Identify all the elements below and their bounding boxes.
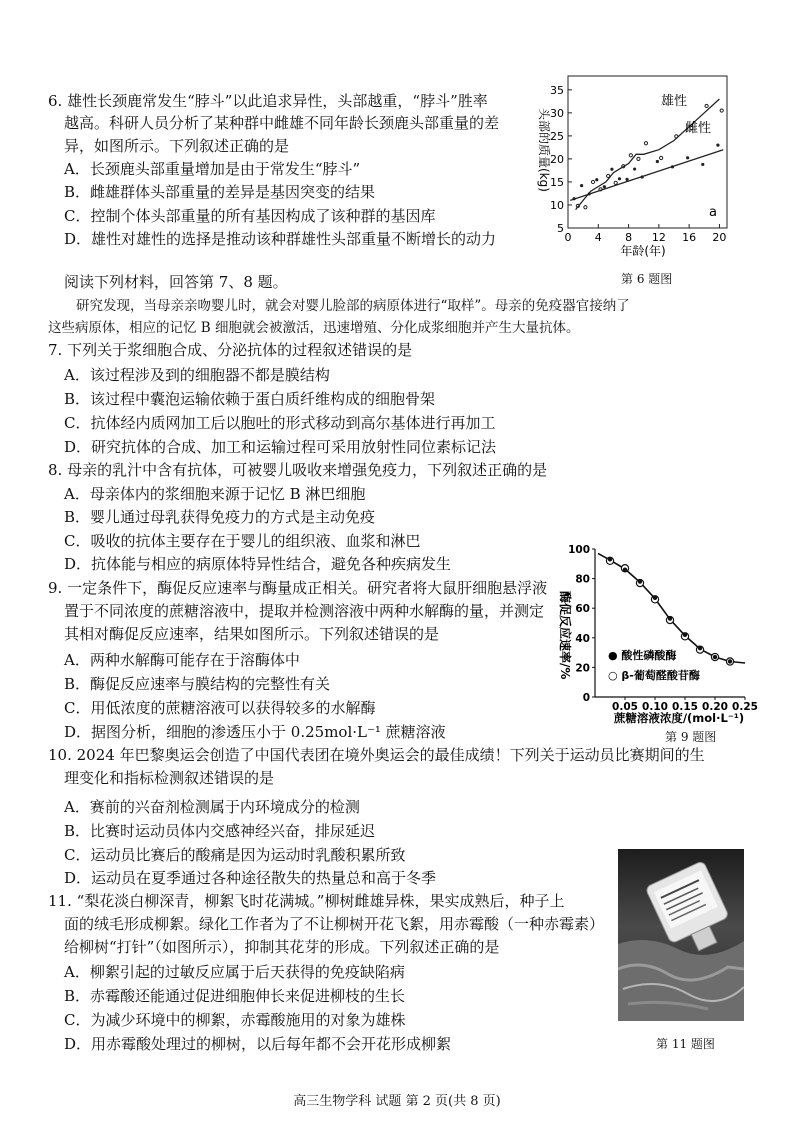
figure-6-xtick-label: 20 <box>712 231 727 244</box>
figure-6-female-point <box>580 184 583 187</box>
figure-6-female-point <box>625 178 628 181</box>
q10-option-c: C．运动员比赛后的酸痛是因为运动时乳酸积累所致 <box>64 846 406 864</box>
figure-6-chart <box>535 68 735 268</box>
q9-option-b: B．酶促反应速率与膜结构的完整性有关 <box>64 675 331 693</box>
q6-option-c: C．控制个体头部重量的所有基因构成了该种群的基因库 <box>64 207 436 225</box>
figure-6-ytick-label: 20 <box>550 152 564 166</box>
figure-6-xtick-label: 4 <box>594 231 602 244</box>
figure-6-xtick-label: 12 <box>651 231 666 244</box>
figure-6-female-point <box>641 175 644 178</box>
q8-option-c: C．吸收的抗体主要存在于婴儿的组织液、血浆和淋巴 <box>64 532 421 550</box>
q11-stem-line2: 面的绒毛形成柳絮。绿化工作者为了不让柳树开花飞絮，用赤霉酸（一种赤霉素） <box>64 915 605 933</box>
figure-6-female-point <box>572 197 575 200</box>
figure-6-ylabel: 头部的质量(kg) <box>537 108 551 192</box>
figure-11-caption: 第 11 题图 <box>656 1037 715 1051</box>
q8-option-b: B．婴儿通过母乳获得免疫力的方式是主动免疫 <box>64 508 376 526</box>
figure-6-ytick-label: 35 <box>550 83 564 97</box>
figure-6-male-point <box>629 154 632 157</box>
figure-6-ytick-label: 5 <box>557 222 564 235</box>
figure-9-point-acid-phosphatase <box>608 557 612 561</box>
q6-option-b: B．雌雄群体头部重量的差异是基因突变的结果 <box>64 183 376 201</box>
figure-9-point-acid-phosphatase <box>668 616 672 620</box>
figure-6-male-point <box>607 174 610 177</box>
q9-option-c: C．用低浓度的蔗糖溶液可以获得较多的水解酶 <box>64 699 376 717</box>
figure-9-point-acid-phosphatase <box>713 655 717 659</box>
figure-11-photo <box>618 849 744 1021</box>
figure-6-male-point <box>599 188 602 191</box>
q6-stem-line2: 越高。科研人员分析了某种群中雌雄不同年龄长颈鹿头部重量的差 <box>64 114 500 132</box>
figure-9-ytick-label: 80 <box>575 573 590 586</box>
figure-9-point-acid-phosphatase <box>728 659 732 663</box>
q11-stem-line1: 11. “梨花淡白柳深青，柳絮飞时花满城。”柳树雌雄异株，果实成熟后，种子上 <box>48 892 565 910</box>
figure-6-female-point <box>633 167 636 170</box>
figure-6-female-point <box>610 168 613 171</box>
q6-stem-line3: 异，如图所示。下列叙述正确的是 <box>64 137 290 155</box>
figure-6-female-line <box>570 150 723 201</box>
figure-6-female-point <box>686 156 689 159</box>
figure-9-point-acid-phosphatase <box>638 579 642 583</box>
figure-9-plot <box>568 544 758 713</box>
figure-9-xtick-label: 0.20 <box>702 701 728 713</box>
figure-6-female-point <box>716 143 719 146</box>
q7-option-c: C．抗体经内质网加工后以胞吐的形式移动到高尔基体进行再加工 <box>64 414 496 432</box>
q11-option-b: B．赤霉酸还能通过促进细胞伸长来促进柳枝的生长 <box>64 987 406 1005</box>
figure-6-male-point <box>660 156 663 159</box>
q10-option-a: A．赛前的兴奋剂检测属于内环境成分的检测 <box>64 798 360 816</box>
q8-option-d: D．抗体能与相应的病原体特异性结合，避免各种疾病发生 <box>64 555 452 573</box>
figure-6-female-point <box>603 185 606 188</box>
figure-6-ytick-label: 25 <box>550 129 564 143</box>
q10-stem-line1: 10. 2024 年巴黎奥运会创造了中国代表团在境外奥运会的最佳成绩！下列关于运动员比赛期间的生 <box>48 746 705 764</box>
figure-6-label-male: 雄性 <box>661 94 688 109</box>
figure-6-female-point <box>618 177 621 180</box>
page-footer: 高三生物学科 试题 第 2 页(共 8 页) <box>293 1094 501 1109</box>
figure-6-female-point <box>595 178 598 181</box>
figure-6-ytick-label: 30 <box>550 106 564 120</box>
figure-6-plot <box>550 76 727 244</box>
figure-9-xlabel: 蔗糖溶液浓度/(mol·L⁻¹) <box>613 711 745 725</box>
figure-6-male-point <box>644 142 647 145</box>
figure-6-male-point <box>675 135 678 138</box>
reading-intro: 阅读下列材料，回答第 7、8 题。 <box>64 273 288 291</box>
figure-6-label-female: 雌性 <box>685 121 712 136</box>
q8-option-a: A．母亲体内的浆细胞来源于记忆 B 淋巴细胞 <box>64 485 366 503</box>
figure-6-female-point <box>671 165 674 168</box>
figure-6-xtick-label: 0 <box>564 231 572 244</box>
figure-9-ylabel: 酶促反应速率/% <box>558 591 572 680</box>
q7-option-b: B．该过程中囊泡运输依赖于蛋白质纤维构成的细胞骨架 <box>64 390 436 408</box>
figure-6-xtick-label: 8 <box>625 231 633 244</box>
q7-option-d: D．研究抗体的合成、加工和运输过程可采用放射性同位素标记法 <box>64 438 497 456</box>
figure-9-point-acid-phosphatase <box>653 596 657 600</box>
q9-stem-line2: 置于不同浓度的蔗糖溶液中，提取并检测溶液中两种水解酶的量，并测定 <box>64 602 545 620</box>
figure-9-legend-2: ○ β-葡萄醛酸苷酶 <box>608 669 700 682</box>
q7-stem: 7. 下列关于浆细胞合成、分泌抗体的过程叙述错误的是 <box>48 341 413 359</box>
q6-option-a: A．长颈鹿头部重量增加是由于常发生“脖斗” <box>64 160 361 178</box>
figure-6-xtick-label: 16 <box>682 231 697 244</box>
q10-stem-line2: 理变化和指标检测叙述错误的是 <box>64 769 275 787</box>
figure-6-letter: a <box>709 205 717 220</box>
figure-9-ytick-label: 0 <box>582 692 590 704</box>
q9-option-d: D．据图分析，细胞的渗透压小于 0.25mol·L⁻¹ 蔗糖溶液 <box>64 723 446 741</box>
figure-6-male-point <box>705 104 708 107</box>
figure-6-female-point <box>656 160 659 163</box>
figure-9-point-acid-phosphatase <box>623 568 627 572</box>
q9-stem-line1: 9. 一定条件下，酶促反应速率与酶量成正相关。研究者将大鼠肝细胞悬浮液 <box>48 579 548 597</box>
figure-6-ytick-label: 10 <box>550 198 564 212</box>
figure-6-male-point <box>591 180 594 183</box>
figure-9-caption: 第 9 题图 <box>665 730 717 744</box>
q9-option-a: A．两种水解酶可能存在于溶酶体中 <box>64 651 300 669</box>
figure-9-chart <box>555 537 760 727</box>
reading-paragraph-line1: 研究发现，当母亲亲吻婴儿时，就会对婴儿脸部的病原体进行“取样”。母亲的免疫器官接纳了 <box>76 298 630 314</box>
figure-9-point-acid-phosphatase <box>683 633 687 637</box>
figure-6-xlabel: 年龄(年) <box>620 244 666 258</box>
figure-9-ytick-label: 60 <box>575 603 590 616</box>
tree-injection-image <box>618 849 744 1021</box>
q11-stem-line3: 给柳树“打针”（如图所示），抑制其花芽的形成。下列叙述正确的是 <box>64 938 500 956</box>
figure-6-frame <box>568 76 727 228</box>
q11-option-c: C．为减少环境中的柳絮，赤霉酸施用的对象为雄株 <box>64 1011 406 1029</box>
figure-6-male-point <box>614 181 617 184</box>
q11-option-a: A．柳絮引起的过敏反应属于后天获得的免疫缺陷病 <box>64 963 405 981</box>
figure-6-male-point <box>637 157 640 160</box>
figure-9-point-acid-phosphatase <box>698 646 702 650</box>
q9-stem-line3: 其相对酶促反应速率，结果如图所示。下列叙述错误的是 <box>64 625 440 643</box>
q6-option-d: D．雄性对雄性的选择是推动该种群雄性头部重量不断增长的动力 <box>64 230 497 248</box>
figure-6-male-curve <box>576 99 720 210</box>
q8-stem: 8. 母亲的乳汁中含有抗体，可被婴儿吸收来增强免疫力，下列叙述正确的是 <box>48 461 548 479</box>
figure-9-ytick-label: 100 <box>568 544 590 556</box>
reading-paragraph-line2: 这些病原体，相应的记忆 B 细胞就会被激活，迅速增殖、分化成浆细胞并产生大量抗体。 <box>48 320 580 336</box>
q7-option-a: A．该过程涉及到的细胞器不都是膜结构 <box>64 366 330 384</box>
figure-9-xtick-label: 0.15 <box>672 701 698 713</box>
figure-6-ytick-label: 15 <box>550 175 564 189</box>
figure-6-male-point <box>584 206 587 209</box>
figure-9-xtick-label: 0.25 <box>732 701 758 713</box>
q6-stem-line1: 6. 雄性长颈鹿常发生“脖斗”以此追求异性，头部越重，“脖斗”胜率 <box>48 92 488 110</box>
figure-9-ytick-label: 20 <box>575 662 590 675</box>
figure-6-caption: 第 6 题图 <box>621 272 673 286</box>
q10-option-d: D．运动员在夏季通过各种途径散失的热量总和高于冬季 <box>64 869 437 887</box>
figure-9-curve <box>598 553 745 663</box>
figure-9-xtick-label: 0.10 <box>642 701 668 713</box>
figure-9-legend-1: ● 酸性磷酸酶 <box>608 649 677 662</box>
figure-6-female-point <box>701 163 704 166</box>
figure-9-ytick-label: 40 <box>575 632 590 645</box>
figure-9-xtick-label: 0.05 <box>612 701 638 713</box>
figure-6-male-point <box>720 109 723 112</box>
figure-6-female-point <box>588 192 591 195</box>
q10-option-b: B．比赛时运动员体内交感神经兴奋，排尿延迟 <box>64 822 376 840</box>
q11-option-d: D．用赤霉酸处理过的柳树，以后每年都不会开花形成柳絮 <box>64 1035 452 1053</box>
